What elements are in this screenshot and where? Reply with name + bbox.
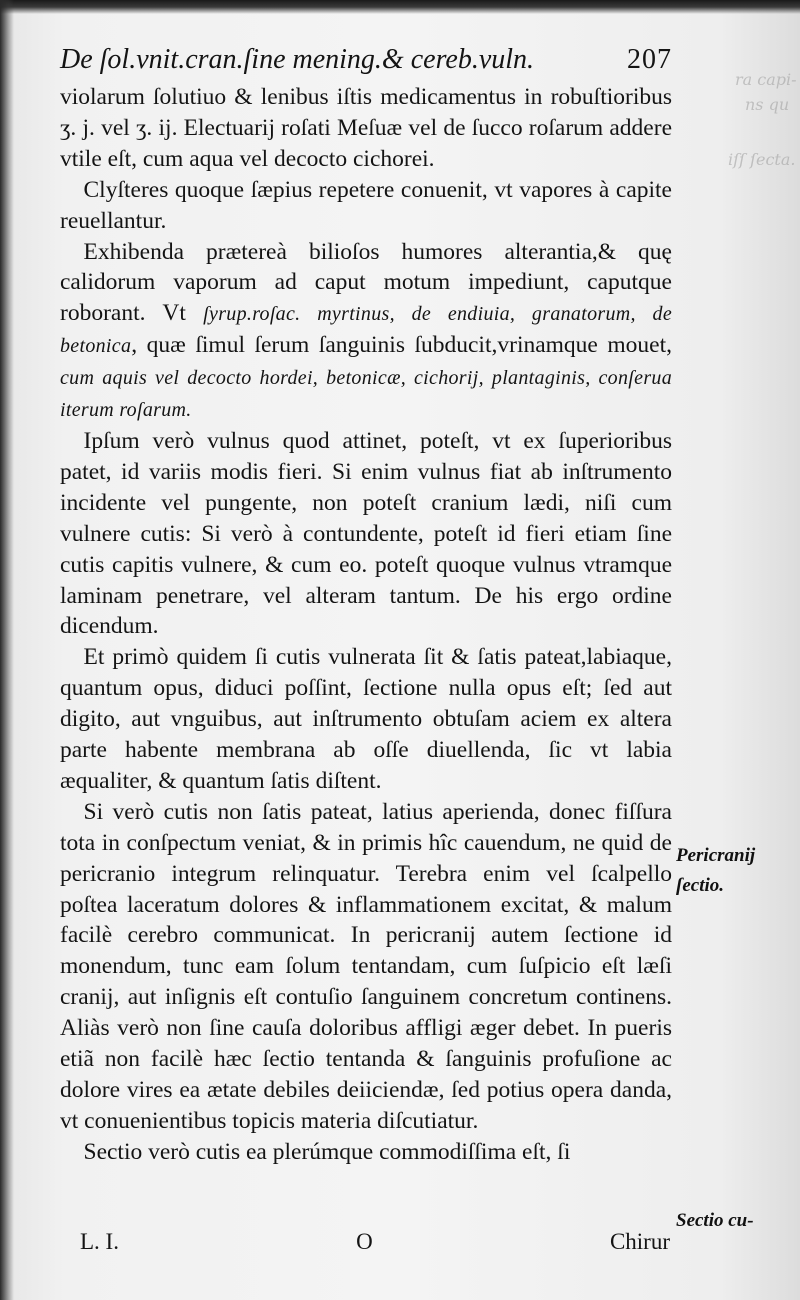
text-segment: Ipſum verò vulnus quod attinet, poteſt, vt ex ſuperioribus patet, id variis modis fieri. Si enim vulnus fiat ab inſtrumento incidente vel pungente, non poteſt cranium lædi, niſi cum vulnere cutis: Si verò à contundente, poteſt id fieri etiam ſine cutis capitis vulnere, & cum eo. poteſt quoque vulnus vtramque laminam penetrare, vel alteram tantum. De his ergo ordine dicendum.	[60, 427, 672, 640]
paragraph	[60, 1137, 672, 1168]
margin-note-pericranium: Pericranij ſectio.	[676, 845, 756, 896]
running-head	[60, 40, 672, 80]
bleed-through-text: iſſ ſecta.	[728, 150, 796, 169]
paragraph	[60, 426, 672, 642]
margin-note-sectio: Sectio cu-	[676, 1210, 754, 1231]
catchword: Chirur	[609, 1229, 670, 1254]
italic-segment: cum aquis vel decocto hordei, betonicæ, cichorij, plantaginis, conſerua iterum roſarum.	[60, 367, 672, 422]
text-segment: Exhibenda prætereà bilioſos humores alterantia,& quę calidorum vaporum ad caput motum impediunt, caputque roborant. Vt	[60, 238, 672, 327]
text-segment: , quæ ſimul ſerum ſanguinis ſubducit,vrinamque mouet,	[131, 332, 672, 359]
text-segment: Et primò quidem ſi cutis vulnerata ſit & ſatis pateat,labiaque, quantum opus, diduci poſſint, ſectione nulla opus eſt; ſed aut digito, aut vnguibus, aut inſtrumento obtuſam aciem ex altera parte habente membrana ab oſſe diuellenda, ſic vt labia æqualiter, & quantum ſatis diſtent.	[60, 644, 672, 794]
paragraph	[60, 642, 672, 797]
text-segment: violarum ſolutiuo & lenibus iſtis medicamentus in robuſtioribus ʒ. j. vel ʒ. ij. Electuarij roſati Meſuæ vel de ſucco roſarum addere vtile eſt, cum aqua vel decocto cichorei.	[60, 84, 672, 172]
text-segment: Clyſteres quoque ſæpius repetere conuenit, vt vapores à capite reuellantur.	[60, 176, 672, 234]
italic-segment: ſyrup.roſac. myrtinus, de endiuia, granatorum, de betonica	[60, 303, 673, 358]
running-title: De ſol.vnit.cran.ſine mening.& cereb.vuln.	[60, 44, 535, 75]
signature-mark: L. I.	[80, 1229, 119, 1254]
gathering-mark: O	[356, 1229, 373, 1254]
bleed-through-text: ns qu	[745, 95, 790, 114]
bleed-through-text: ra capi-	[735, 70, 797, 89]
paragraphs	[60, 82, 672, 1168]
text-segment: Si verò cutis non ſatis pateat, latius aperienda, donec fiſſura tota in conſpectum veniat, & in primis hîc cauendum, ne quid de pericranio integrum relinquatur. Terebra enim vel ſcalpello poſtea laceratum dolores & inflammationem excitat, & malum facilè cerebro communicat. In pericranij autem ſectione id monendum, tunc eam ſolum tentandam, cum ſuſpicio eſt læſi cranij, aut inſignis eſt contuſio ſanguinem concretum continens. Aliàs verò non ſine cauſa doloribus affligi æger debet. In pueris etiã non facilè hæc ſectio tentanda & ſanguinis profuſione ac dolore vires ea ætate debiles deiiciendæ, ſed potius opera danda, vt conuenientibus topicis materia diſcutiatur.	[60, 798, 672, 1134]
page-top-shadow	[0, 0, 800, 14]
text-segment: Sectio verò cutis ea plerúmque commodiſſima eſt, ſi	[83, 1138, 571, 1165]
paragraph	[60, 82, 672, 175]
paragraph	[60, 237, 672, 426]
page-number: 207	[627, 44, 672, 75]
page-gutter-shadow	[0, 0, 14, 1300]
paragraph	[60, 175, 672, 237]
page-body	[60, 40, 672, 1168]
paragraph	[60, 797, 672, 1137]
page-footer	[80, 1229, 670, 1255]
